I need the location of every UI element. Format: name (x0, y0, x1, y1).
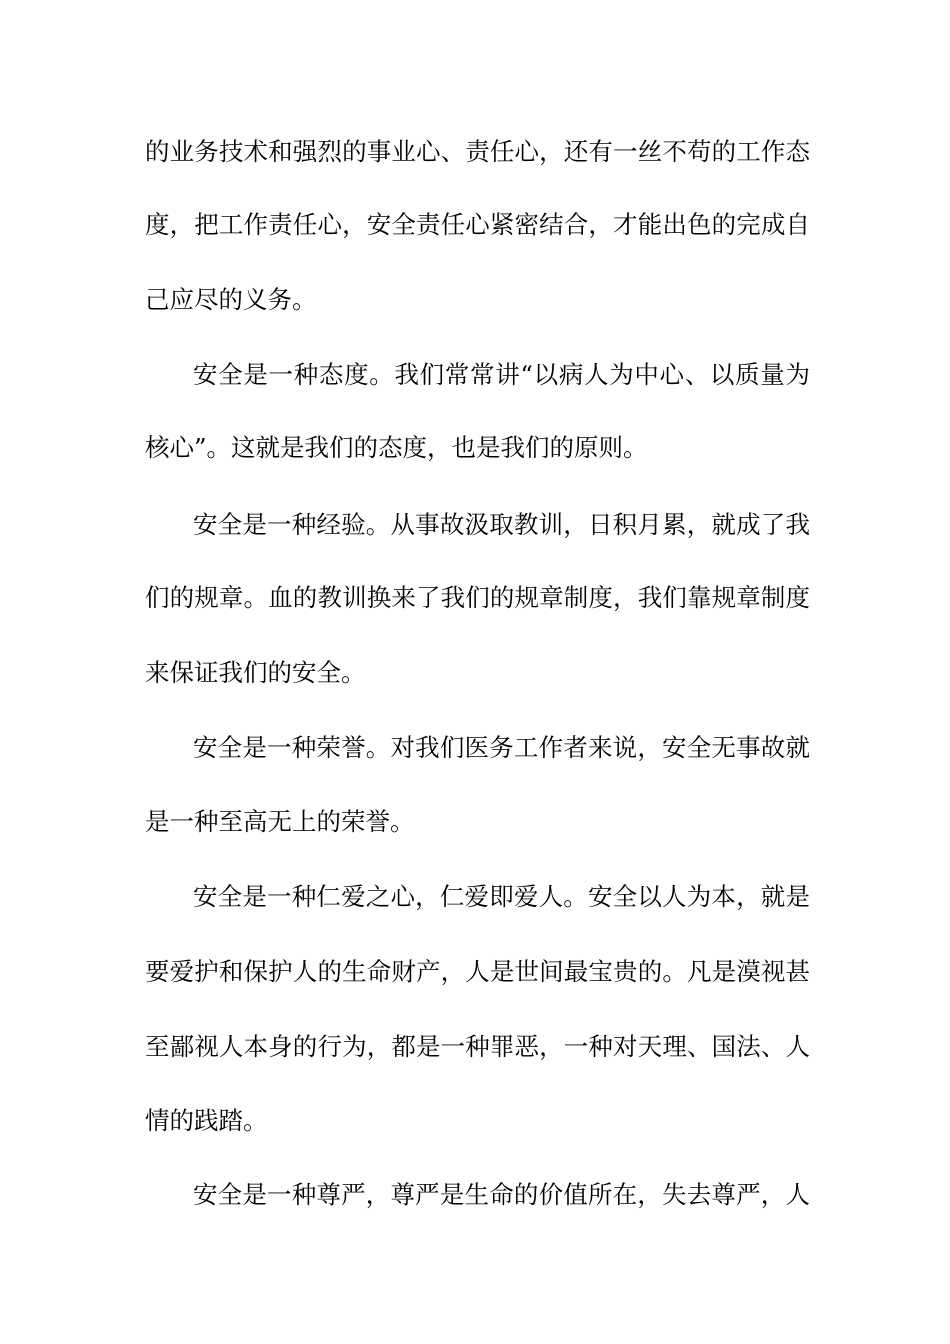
text-line: 安全是一种态度。我们常常讲“以病人为中心、以质量为 (193, 360, 810, 389)
text-line: 的业务技术和强烈的事业心、责任心，还有一丝不苟的工作态 (145, 137, 810, 166)
text-line: 度，把工作责任心，安全责任心紧密结合，才能出色的完成自 (145, 210, 810, 239)
text-line: 们的规章。血的教训换来了我们的规章制度，我们靠规章制度 (145, 583, 810, 612)
text-line: 核心”。这就是我们的态度，也是我们的原则。 (145, 433, 648, 462)
text-line: 情的践踏。 (145, 1106, 268, 1135)
text-line: 至鄙视人本身的行为，都是一种罪恶，一种对天理、国法、人 (145, 1032, 810, 1061)
text-line: 安全是一种经验。从事故汲取教训，日积月累，就成了我 (193, 510, 810, 539)
text-line: 己应尽的义务。 (145, 285, 317, 314)
text-line: 来保证我们的安全。 (145, 658, 366, 687)
text-line: 要爱护和保护人的生命财产，人是世间最宝贵的。凡是漠视甚 (145, 957, 810, 986)
text-line: 安全是一种仁爱之心，仁爱即爱人。安全以人为本，就是 (193, 882, 810, 911)
text-line: 安全是一种尊严，尊严是生命的价值所在，失去尊严，人 (193, 1180, 810, 1209)
text-line: 安全是一种荣誉。对我们医务工作者来说，安全无事故就 (193, 733, 810, 762)
text-line: 是一种至高无上的荣誉。 (145, 807, 415, 836)
